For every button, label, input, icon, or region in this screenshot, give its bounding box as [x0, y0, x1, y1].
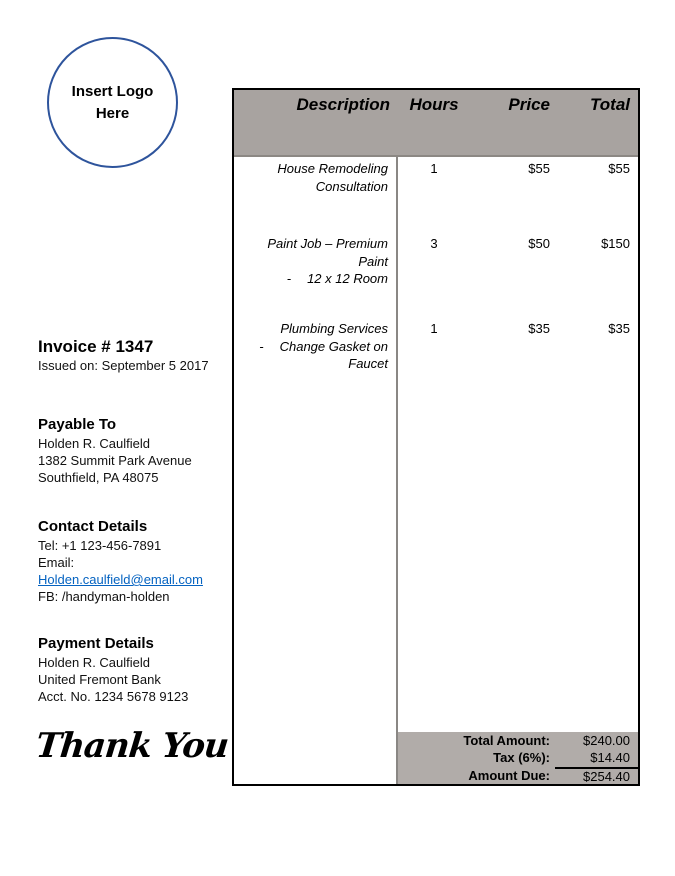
total-amount-label: Total Amount: [463, 733, 550, 748]
tax-value: $14.40 [590, 750, 630, 766]
item-description-line: Paint [358, 253, 388, 269]
logo-placeholder-circle [47, 37, 178, 168]
invoice-number: Invoice # 1347 [38, 337, 154, 356]
item-hours: 1 [430, 321, 438, 336]
payment-details-block [38, 634, 233, 705]
empty-description-cell [234, 402, 398, 732]
table-header-row [234, 90, 638, 157]
total-amount-row [234, 732, 638, 749]
tax-label: Tax (6%): [493, 750, 550, 766]
table-row [234, 157, 638, 232]
payment-details-heading: Payment Details [38, 635, 154, 652]
header-price: Price [508, 95, 550, 114]
table-totals [234, 732, 638, 784]
item-description-line: House Remodeling [277, 161, 388, 176]
item-total: $35 [608, 321, 630, 336]
totals-spacer [234, 732, 398, 749]
payment-name: Holden R. Caulfield [38, 655, 151, 670]
payable-name: Holden R. Caulfield [38, 436, 151, 451]
item-hours: 3 [430, 236, 438, 251]
header-hours: Hours [409, 95, 459, 114]
header-total: Total [590, 95, 630, 114]
payable-to-block [38, 415, 233, 486]
empty-filler-row [234, 402, 638, 732]
invoice-info-column [38, 336, 233, 705]
item-price: $55 [528, 161, 550, 176]
item-description-line: Plumbing Services [280, 321, 388, 336]
payable-address-street: 1382 Summit Park Avenue [38, 453, 192, 468]
invoice-number-block [38, 336, 233, 374]
table-body [234, 157, 638, 732]
logo-placeholder-text: Insert Logo Here [71, 82, 154, 122]
table-row [234, 232, 638, 317]
contact-tel: Tel: +1 123-456-7891 [38, 538, 162, 553]
item-description-line: Paint Job – Premium [267, 236, 388, 251]
totals-spacer [234, 749, 398, 766]
invoice-issued-date: Issued on: September 5 2017 [38, 358, 209, 373]
tax-row [234, 749, 638, 766]
payable-to-heading: Payable To [38, 416, 117, 433]
item-description-line: Consultation [315, 178, 388, 194]
header-description: Description [296, 95, 390, 114]
invoice-table [232, 88, 640, 786]
item-description-bullet-line: - Change Gasket on [259, 338, 388, 354]
item-total: $150 [601, 236, 630, 251]
thank-you-script: Thank You [33, 726, 230, 766]
amount-due-label: Amount Due: [468, 767, 550, 783]
contact-details-heading: Contact Details [38, 518, 148, 535]
contact-fb: FB: /handyman-holden [38, 589, 170, 604]
item-hours: 1 [430, 161, 438, 176]
item-price: $35 [528, 321, 550, 336]
item-description [234, 157, 398, 232]
table-row [234, 317, 638, 402]
bullet-dash: - [286, 271, 292, 286]
contact-email-label: Email: [38, 555, 75, 570]
payment-account: Acct. No. 1234 5678 9123 [38, 689, 189, 704]
item-description-line: Faucet [348, 356, 388, 371]
payable-address-city: Southfield, PA 48075 [38, 470, 159, 485]
bullet-dash: - [259, 338, 264, 354]
item-description-bullet-line: - 12 x 12 Room [286, 271, 388, 286]
total-amount-value: $240.00 [583, 733, 630, 748]
totals-spacer [234, 767, 398, 784]
amount-due-row [234, 767, 638, 784]
item-description [234, 317, 398, 402]
item-total: $55 [608, 161, 630, 176]
amount-due-value: $254.40 [555, 767, 638, 784]
contact-details-block [38, 517, 233, 605]
payment-bank: United Fremont Bank [38, 672, 161, 687]
item-description [234, 232, 398, 317]
contact-email-link[interactable]: Holden.caulfield@email.com [38, 572, 203, 587]
item-price: $50 [528, 236, 550, 251]
